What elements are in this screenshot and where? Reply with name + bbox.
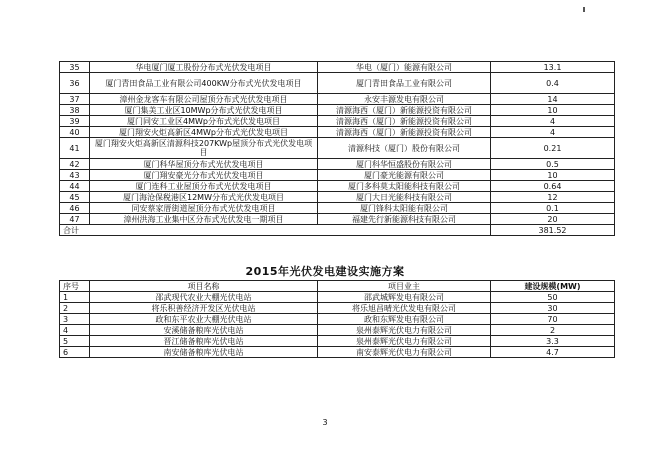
table-row: [60, 314, 615, 325]
table-header-row: [60, 281, 615, 292]
project-table-continued: [59, 61, 615, 236]
capacity-value: 3.3: [491, 336, 615, 347]
row-number: 45: [60, 192, 90, 203]
table-row: [60, 336, 615, 347]
header-capacity: 建设规模(MW): [491, 281, 615, 292]
project-name: 华电厦门厦工股份分布式光伏发电项目: [90, 62, 318, 73]
capacity-value: 0.4: [491, 73, 615, 94]
table-row: [60, 203, 615, 214]
project-name: 厦门青田食品工业有限公司400KW分布式光伏发电项目: [90, 73, 318, 94]
total-row: [60, 225, 615, 236]
project-name: 漳州金龙客车有限公司屋顶分布式光伏发电项目: [90, 94, 318, 105]
table-row: [60, 325, 615, 336]
total-label: 合计: [60, 225, 491, 236]
project-owner: 厦门青田食品工业有限公司: [318, 73, 491, 94]
capacity-value: 0.1: [491, 203, 615, 214]
table-row: [60, 292, 615, 303]
row-number: 39: [60, 116, 90, 127]
row-number: 46: [60, 203, 90, 214]
table-row: [60, 303, 615, 314]
capacity-value: 30: [491, 303, 615, 314]
capacity-value: 70: [491, 314, 615, 325]
row-number: 35: [60, 62, 90, 73]
capacity-value: 4.7: [491, 347, 615, 358]
row-number: 43: [60, 170, 90, 181]
project-name: 厦门连科工业屋顶分布式光伏发电项目: [90, 181, 318, 192]
capacity-value: 4: [491, 116, 615, 127]
project-owner: 将乐旭昌晴光伏发电有限公司: [318, 303, 491, 314]
project-owner: 南安泰辉光伏电力有限公司: [318, 347, 491, 358]
project-name: 将乐积善经济开发区光伏电站: [90, 303, 318, 314]
header-no: 序号: [60, 281, 90, 292]
project-table-body: [60, 62, 615, 236]
project-name: 安溪储备粮库光伏电站: [90, 325, 318, 336]
capacity-value: 50: [491, 292, 615, 303]
capacity-value: 2: [491, 325, 615, 336]
row-number: 37: [60, 94, 90, 105]
table-row: [60, 159, 615, 170]
row-number: 5: [60, 336, 90, 347]
project-owner: 清源海西（厦门）新能源投资有限公司: [318, 105, 491, 116]
row-number: 4: [60, 325, 90, 336]
project-name: 漳州洪海工业集中区分布式光伏发电一期项目: [90, 214, 318, 225]
project-name: 晋江储备粮库光伏电站: [90, 336, 318, 347]
project-name: 政和东平农业大棚光伏电站: [90, 314, 318, 325]
capacity-value: 13.1: [491, 62, 615, 73]
row-number: 6: [60, 347, 90, 358]
total-value: 381.52: [491, 225, 615, 236]
project-name: 厦门翔安豪光分布式光伏发电项目: [90, 170, 318, 181]
capacity-value: 14: [491, 94, 615, 105]
row-number: 40: [60, 127, 90, 138]
page-number: 3: [322, 418, 328, 427]
table-row: [60, 181, 615, 192]
project-name: 厦门同安工业区4MWp分布式光伏发电项目: [90, 116, 318, 127]
table-row: [60, 116, 615, 127]
project-owner: 厦门科华恒盛股份有限公司: [318, 159, 491, 170]
table-row: [60, 138, 615, 159]
project-owner: 邵武城辉发电有限公司: [318, 292, 491, 303]
table-row: [60, 62, 615, 73]
section-title: 2015年光伏发电建设实施方案: [245, 265, 405, 278]
construction-plan-table: [59, 280, 615, 358]
project-name: 厦门科华屋顶分布式光伏发电项目: [90, 159, 318, 170]
project-name: 同安蔡家厝街道屋顶分布式光伏发电项目: [90, 203, 318, 214]
table-row: [60, 192, 615, 203]
project-owner: 政和东辉发电有限公司: [318, 314, 491, 325]
capacity-value: 4: [491, 127, 615, 138]
scan-speck: [583, 7, 585, 12]
row-number: 2: [60, 303, 90, 314]
project-owner: 泉州泰辉光伏电力有限公司: [318, 336, 491, 347]
row-number: 3: [60, 314, 90, 325]
project-owner: 华电（厦门）能源有限公司: [318, 62, 491, 73]
capacity-value: 10: [491, 105, 615, 116]
table-row: [60, 214, 615, 225]
project-owner: 清源海西（厦门）新能源投资有限公司: [318, 116, 491, 127]
row-number: 1: [60, 292, 90, 303]
project-name: 厦门海沧保税港区12MW分布式光伏发电项目: [90, 192, 318, 203]
project-name: 厦门翔安火炬高新区清源科技207KWp屋顶分布式光伏发电项目: [90, 138, 318, 159]
capacity-value: 0.64: [491, 181, 615, 192]
table-row: [60, 73, 615, 94]
table-row: [60, 170, 615, 181]
capacity-value: 0.21: [491, 138, 615, 159]
project-name: 邵武现代农业大棚光伏电站: [90, 292, 318, 303]
row-number: 44: [60, 181, 90, 192]
table-row: [60, 105, 615, 116]
project-name: 南安储备粮库光伏电站: [90, 347, 318, 358]
row-number: 42: [60, 159, 90, 170]
project-owner: 清源海西（厦门）新能源投资有限公司: [318, 127, 491, 138]
table-row: [60, 94, 615, 105]
row-number: 36: [60, 73, 90, 94]
project-owner: 厦门大日光能科技有限公司: [318, 192, 491, 203]
project-name: 厦门翔安火炬高新区4MWp分布式光伏发电项目: [90, 127, 318, 138]
row-number: 38: [60, 105, 90, 116]
plan-table-body: [60, 292, 615, 358]
project-owner: 厦门豪光能源有限公司: [318, 170, 491, 181]
project-owner: 泉州泰辉光伏电力有限公司: [318, 325, 491, 336]
capacity-value: 20: [491, 214, 615, 225]
capacity-value: 0.5: [491, 159, 615, 170]
capacity-value: 10: [491, 170, 615, 181]
project-owner: 清源科技（厦门）股份有限公司: [318, 138, 491, 159]
table-row: [60, 347, 615, 358]
project-owner: 厦门多科莫太阳能科技有限公司: [318, 181, 491, 192]
row-number: 47: [60, 214, 90, 225]
project-owner: 永安丰源发电有限公司: [318, 94, 491, 105]
capacity-value: 12: [491, 192, 615, 203]
project-owner: 福建先行新能源科技有限公司: [318, 214, 491, 225]
header-project: 项目名称: [90, 281, 318, 292]
header-owner: 项目业主: [318, 281, 491, 292]
project-owner: 厦门锋科太阳能有限公司: [318, 203, 491, 214]
row-number: 41: [60, 138, 90, 159]
table-row: [60, 127, 615, 138]
project-name: 厦门集美工业区10MWp分布式光伏发电项目: [90, 105, 318, 116]
